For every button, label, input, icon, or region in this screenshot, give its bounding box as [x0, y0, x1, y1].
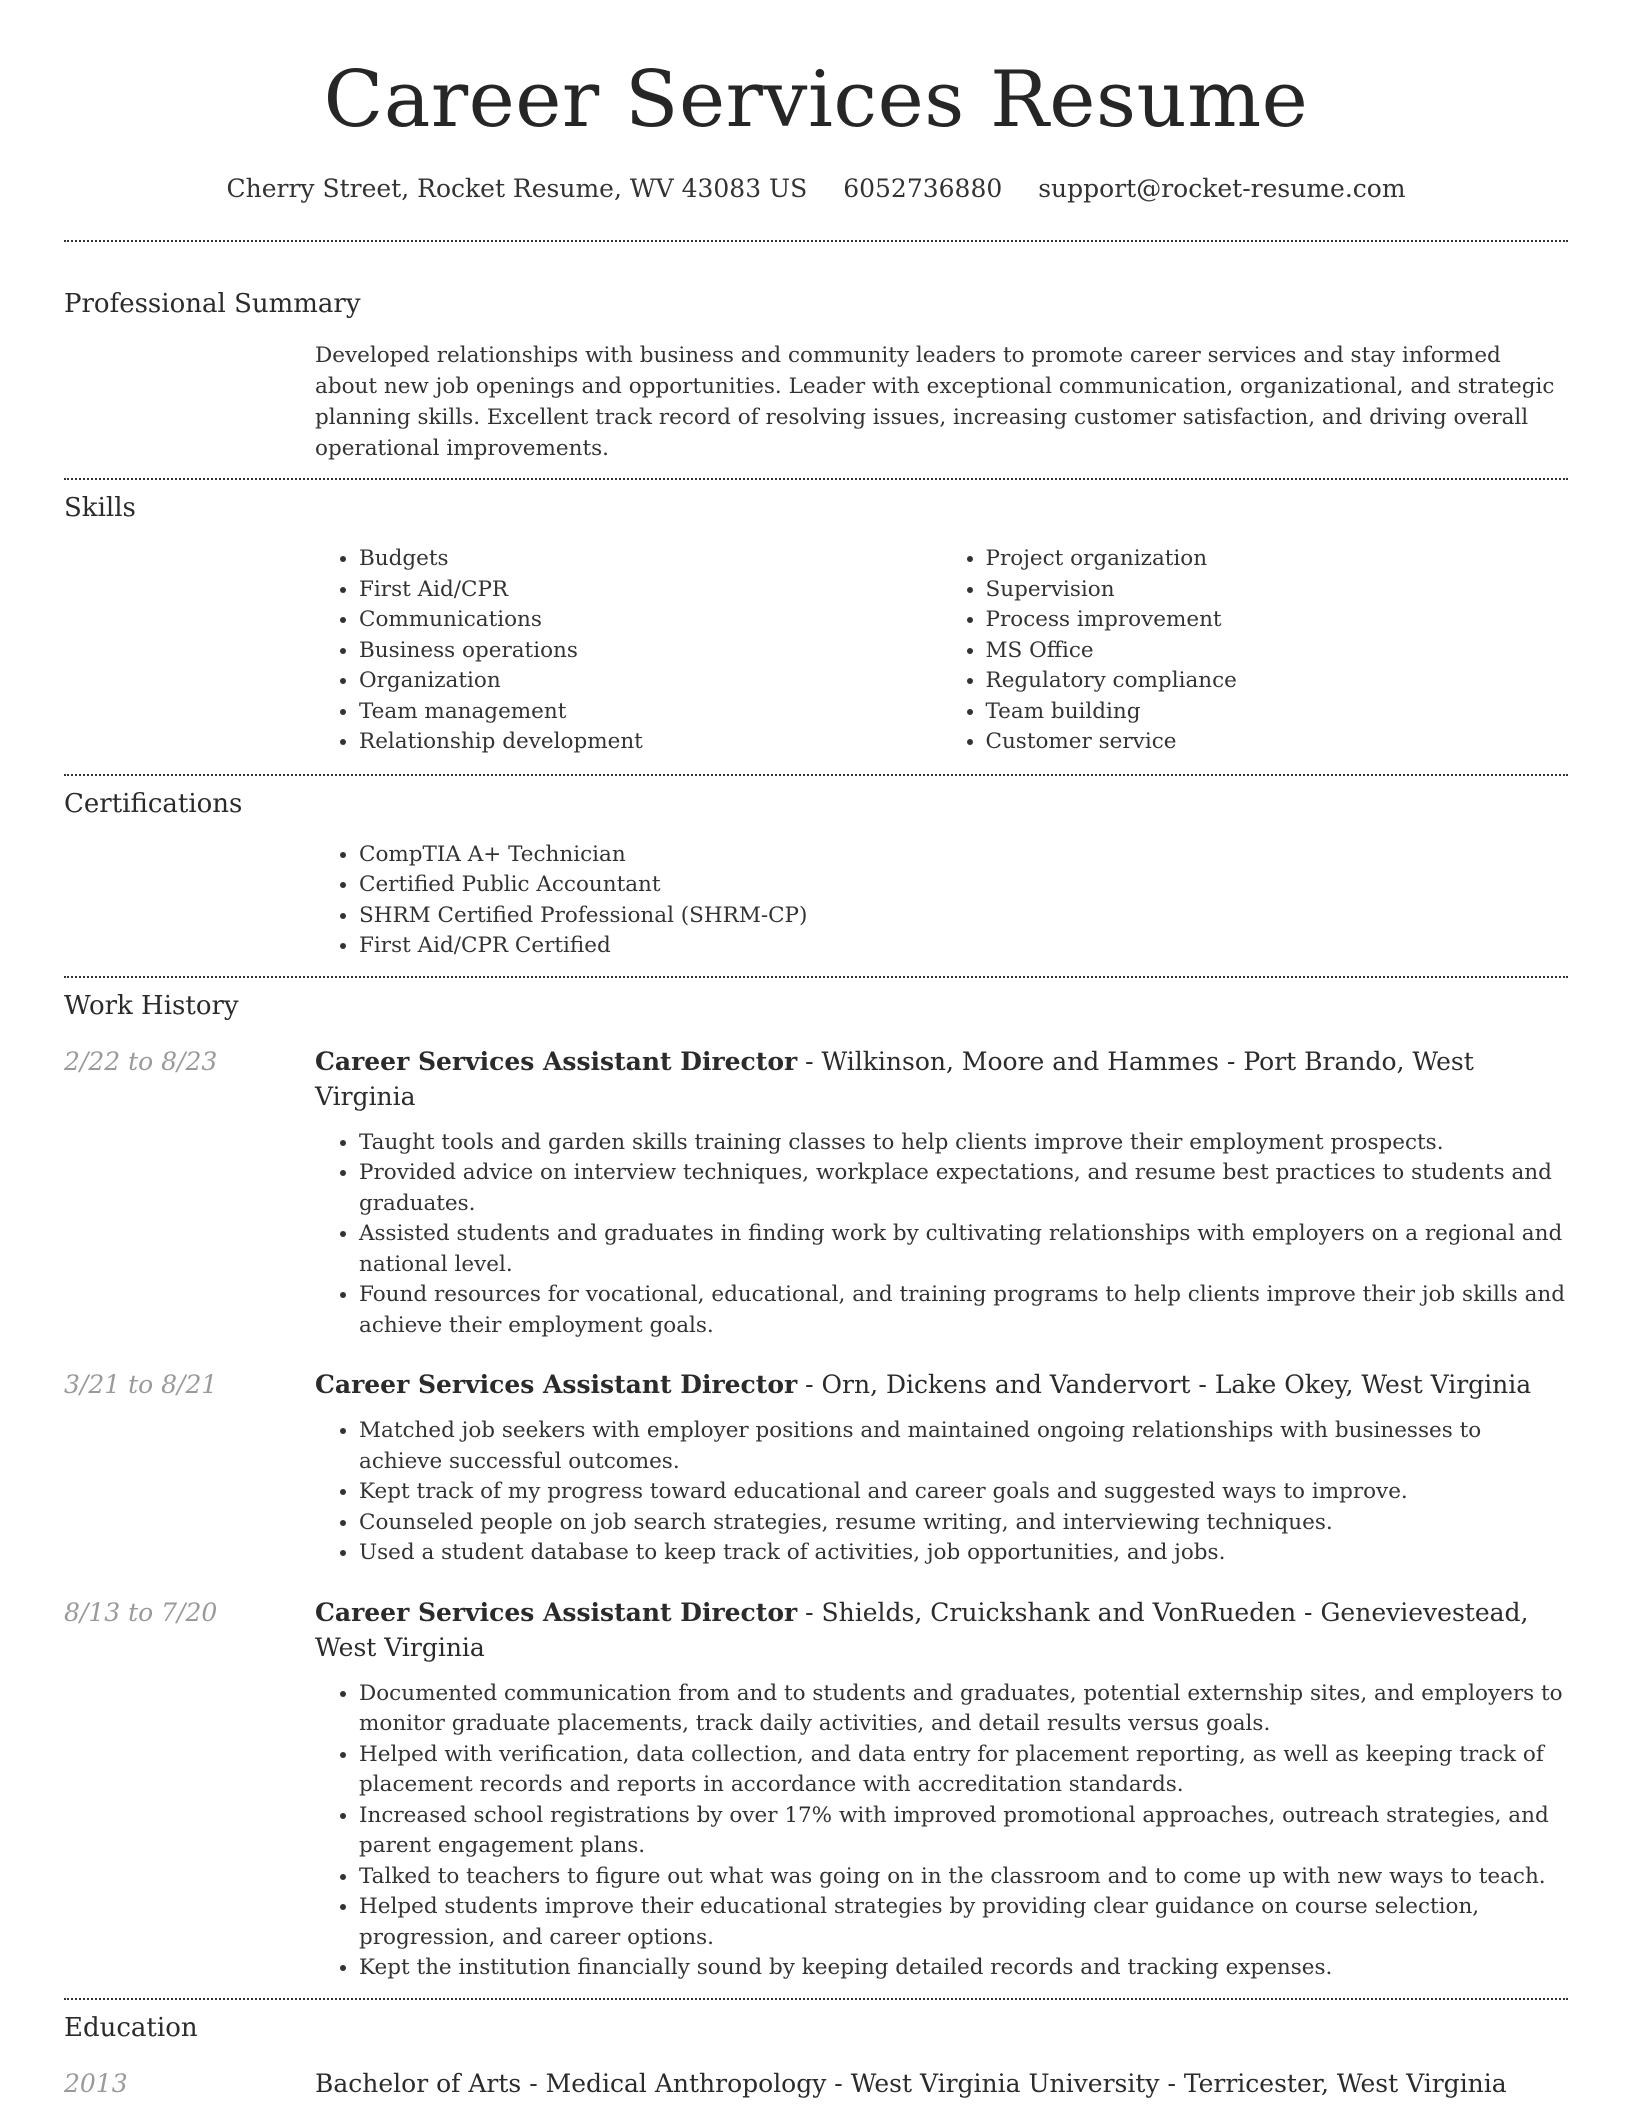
education-section — [64, 2000, 1568, 2102]
skill-item: • Supervision — [986, 575, 1569, 606]
resume-title: Career Services Resume — [323, 55, 1309, 145]
skill-item: • Process improvement — [986, 605, 1569, 636]
certification-item: • CompTIA A+ Technician — [359, 840, 1568, 871]
skill-item: • Customer service — [986, 727, 1569, 758]
skill-item: • Communications — [359, 605, 942, 636]
contact-address: Cherry Street, Rocket Resume, WV 43083 US — [226, 174, 808, 203]
job-bullet: • Increased school registrations by over 17% with improved promotional approaches, outreach strategies, and parent engagement plans. — [359, 1801, 1568, 1862]
job-role: Career Services Assistant Director — [315, 1597, 798, 1627]
job-date: 8/13 to 7/20 — [64, 1597, 218, 1627]
skill-item: • First Aid/CPR — [359, 575, 942, 606]
job-entry — [64, 1367, 1568, 1569]
job-bullet: • Assisted students and graduates in finding work by cultivating relationships with employers on a regional and national level. — [359, 1219, 1568, 1280]
section-heading-education: Education — [64, 2012, 198, 2043]
skill-item: • Team building — [986, 697, 1569, 728]
job-employer-location: - Orn, Dickens and Vandervort - Lake Okey, West Virginia — [797, 1370, 1532, 1399]
job-bullets — [315, 1128, 1568, 1342]
job-bullet: • Documented communication from and to students and graduates, potential externship sites, and employers to monitor graduate placements, track daily activities, and detail results versus goals. — [359, 1679, 1568, 1740]
job-heading — [315, 1044, 1568, 1114]
education-degree: Bachelor of Arts - Medical Anthropology - West Virginia University - Terricester, West Virginia — [315, 2068, 1507, 2098]
summary-text: Developed relationships with business and community leaders to promote career services and stay informed about new job openings and opportunities. Leader with exceptional communication, organizational, and strategic planning skills. Excellent track record of resolving issues, increasing customer satisfaction, and driving overall operational improvements. — [315, 343, 1555, 461]
section-heading-skills: Skills — [64, 493, 136, 523]
certification-item: • SHRM Certified Professional (SHRM-CP) — [359, 901, 1568, 932]
certifications-list — [315, 840, 1568, 962]
job-date: 3/21 to 8/21 — [64, 1370, 218, 1399]
skill-item: • Organization — [359, 666, 942, 697]
contact-line — [64, 172, 1568, 206]
job-entry — [64, 1595, 1568, 1984]
job-bullet: • Taught tools and garden skills training classes to help clients improve their employment prospects. — [359, 1128, 1568, 1159]
skill-item: • MS Office — [986, 636, 1569, 667]
job-bullet: • Helped students improve their educational strategies by providing clear guidance on course selection, progression, and career options. — [359, 1892, 1568, 1953]
job-bullet: • Counseled people on job search strategies, resume writing, and interviewing techniques. — [359, 1508, 1568, 1539]
section-heading-summary: Professional Summary — [64, 289, 361, 319]
job-role: Career Services Assistant Director — [315, 1370, 798, 1399]
job-bullet: • Kept the institution financially sound by keeping detailed records and tracking expenses. — [359, 1953, 1568, 1984]
skills-section — [64, 480, 1568, 758]
contact-email: support@rocket-resume.com — [1038, 174, 1406, 203]
job-heading — [315, 1367, 1568, 1402]
job-bullet: • Matched job seekers with employer positions and maintained ongoing relationships with businesses to achieve successful outcomes. — [359, 1416, 1568, 1477]
job-bullet: • Used a student database to keep track of activities, job opportunities, and jobs. — [359, 1538, 1568, 1569]
skills-list-right — [942, 544, 1569, 758]
job-entry — [64, 1044, 1568, 1342]
job-employer-location: - Wilkinson, Moore and Hammes - Port Brando, West Virginia — [315, 1046, 1474, 1111]
skill-item: • Business operations — [359, 636, 942, 667]
contact-phone: 6052736880 — [843, 174, 1003, 203]
resume-page — [64, 0, 1568, 2102]
job-bullet: • Kept track of my progress toward educational and career goals and suggested ways to improve. — [359, 1477, 1568, 1508]
job-bullet: • Helped with verification, data collection, and data entry for placement reporting, as well as keeping track of placement records and reports in accordance with accreditation standards. — [359, 1740, 1568, 1801]
job-bullets — [315, 1679, 1568, 1984]
skill-item: • Budgets — [359, 544, 942, 575]
job-bullet: • Found resources for vocational, educational, and training programs to help clients improve their job skills and achieve their employment goals. — [359, 1280, 1568, 1341]
job-bullet: • Talked to teachers to figure out what was going on in the classroom and to come up with new ways to teach. — [359, 1862, 1568, 1893]
certification-item: • First Aid/CPR Certified — [359, 931, 1568, 962]
section-heading-certifications: Certifications — [64, 788, 243, 819]
work-history-section — [64, 978, 1568, 1984]
job-bullet: • Provided advice on interview techniques, workplace expectations, and resume best practices to students and graduates. — [359, 1158, 1568, 1219]
skills-list-left — [315, 544, 942, 758]
skill-item: • Relationship development — [359, 727, 942, 758]
education-date: 2013 — [64, 2068, 128, 2098]
education-entry — [64, 2066, 1568, 2102]
summary-section — [64, 242, 1568, 464]
skill-item: • Team management — [359, 697, 942, 728]
job-bullets — [315, 1416, 1568, 1569]
job-heading — [315, 1595, 1568, 1665]
skill-item: • Regulatory compliance — [986, 666, 1569, 697]
job-date: 2/22 to 8/23 — [64, 1046, 218, 1076]
certifications-section — [64, 776, 1568, 962]
job-employer-location: - Shields, Cruickshank and VonRueden - Genevievestead, West Virginia — [315, 1597, 1529, 1662]
job-role: Career Services Assistant Director — [315, 1046, 798, 1076]
certification-item: • Certified Public Accountant — [359, 870, 1568, 901]
skill-item: • Project organization — [986, 544, 1569, 575]
section-heading-work-history: Work History — [64, 990, 239, 1021]
